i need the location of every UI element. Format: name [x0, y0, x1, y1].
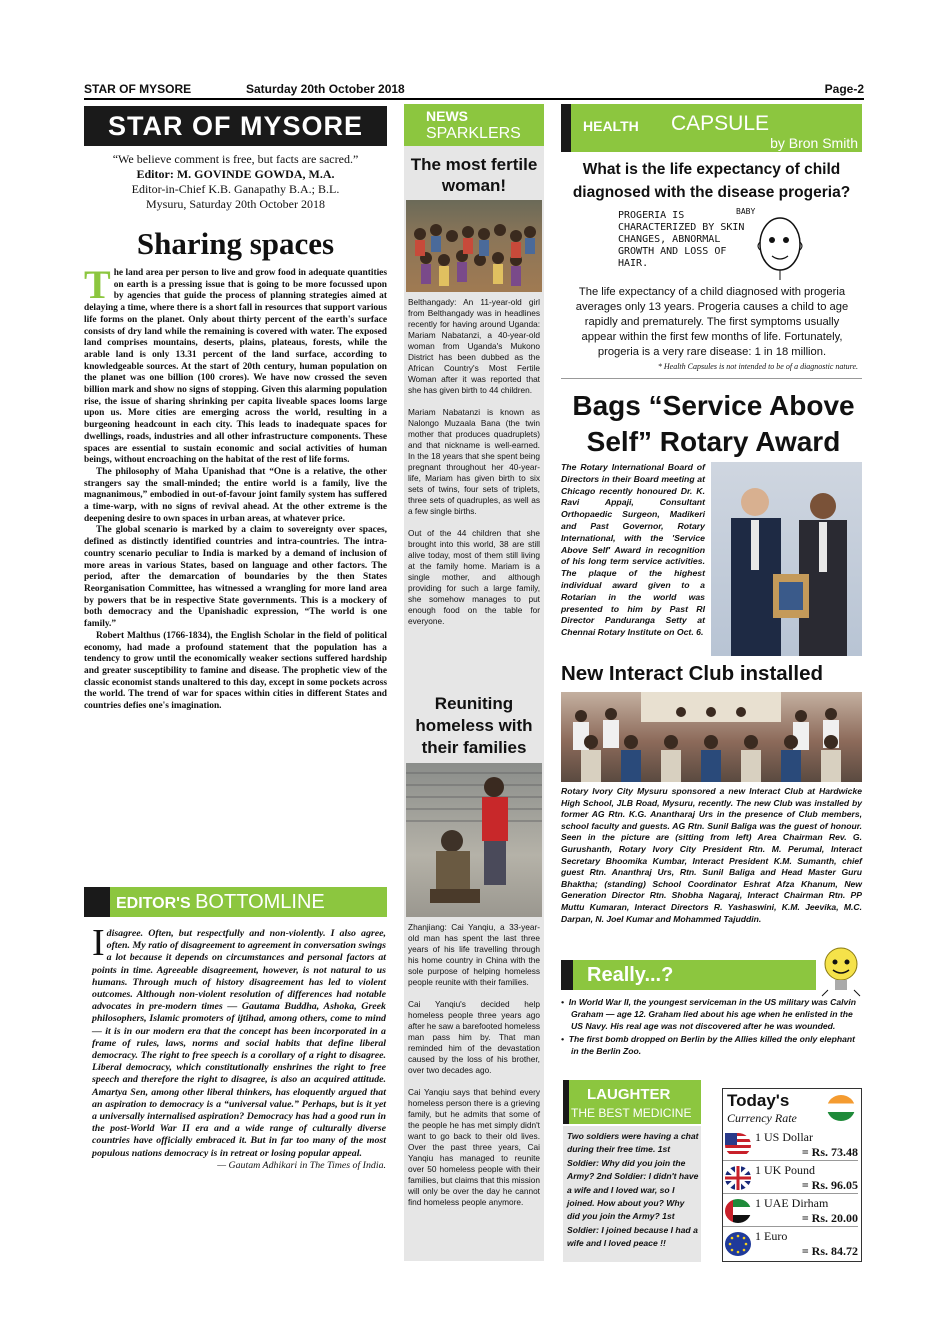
news-story2-title: Reuniting homeless with their families [415, 694, 533, 757]
currency-gbp-rate: = Rs. 96.05 [801, 1178, 858, 1192]
currency-aed-rate: = Rs. 20.00 [801, 1211, 858, 1225]
bottomline-source: — Gautam Adhikari in The Times of India. [217, 1159, 386, 1171]
rotary-award-photo [711, 462, 862, 656]
news-sparklers-label [404, 104, 544, 146]
bottomline-body [92, 922, 386, 1172]
masthead-logo: STAR OF MYSORE [84, 106, 387, 146]
page-header [84, 80, 864, 100]
health-label-1: HEALTH [583, 118, 639, 134]
currency-eur-name: 1 Euro [755, 1229, 788, 1243]
really-item-1-text: In World War II, the youngest serviceman in the US military was Calvin Graham — age 12. Graham lied about his age when he enlisted in the US Navy. His real age was not discovered after he was wounded. [568, 997, 856, 1032]
health-question: What is the life expectancy of child diagnosed with the disease progeria? [572, 161, 851, 201]
masthead-dateline: Mysuru, Saturday 20th October 2018 [146, 197, 325, 211]
editorial-dropcap: T [84, 262, 111, 307]
really-label: Really...? [561, 960, 816, 990]
editorial-para-1: he land area per person to live and grow food in adequate quantities on earth is a pressing issue that is going to be more focussed upon by agencies that guide the process of planning strategies aimed at delaying a time, where there is a short fall in resources that support various life forms on the planet. Only about thirty percent of the earth's surface consists of dry land while the remaining is covered with water. The exposed land comprises mountains, deserts, plains, plateaus, forests, while the arable land is only 13.31 percent of the land surface, according to knowledgeable sources. At the start of 20th century, human population on the planet was one billion (100 crores). We have now crossed the seven billion mark and show no signs of stopping. Given this alarming population rise, the issue of sharing shrinking per capita liveable spaces looms large upon us. More cities are emerging across the world, resulting in a burgeoning headcount in each city. This leads to inadequate spaces for dwellings, roads, industries and all other infrastructure components. These spaces are essential to sustain economic and social activities of human beings, without encroaching on the habitat of the rest of life forms. [84, 268, 387, 466]
header-date: Saturday 20th October 2018 [246, 82, 405, 96]
bottomline-label [84, 887, 387, 917]
bottomline-text: disagree. Often, but respectfully and non-violently. I also agree, often. My ratio of disagreement to agreement in conversation swings a lot because it depends on circumstances and personal factors at points in time. Agreeable disagreement, however, is not natural to us humans. Through much of history disagreement has led to violent outcomes. Although non-violent resolution of differences had notable advocates in pre-modern times — Gautama Buddha, Ashoka, Greek philosophers, Islamic promoters of ijtihad, among others, come to mind — it is in our modern era that the concept has been incorporated in a frame of rules, laws, norms and social habits that define liberal democracy. The right to free speech is a corollary of a right to disagree. Liberal democracy, which constitutionally enshrines the right to free speech and therefore the right to disagree, is also an acquired attitude. Amartya Sen, among other liberal thinkers, has eloquently argued that an aspiration to democracy is a “universal value.” Perhaps, but is it yet a universally internalised aspiration? Democracy has had a good run in the post-World War II era and a wide range of culturally diverse countries have officially embraced it. But in far too many of the most populous nations democracy is in retreat or losing popular appeal. [92, 928, 386, 1159]
currency-row-eur [723, 1228, 858, 1260]
bottomline-label-2: BOTTOMLINE [195, 891, 325, 913]
bottomline-dropcap: I [92, 922, 105, 964]
health-cartoon-tag: BABY [736, 207, 756, 216]
really-item-1: • In World War II, the youngest serviceman in the US military was Calvin Graham — age 12. Graham lied about his age when he enlisted in the US Navy. His real age was not discovered after he was wounded. [561, 997, 856, 1032]
masthead-info [84, 152, 387, 212]
health-capsule-label [561, 104, 862, 152]
editorial-para-3: The global scenario is marked by a claim to sovereignty over spaces, defined as distinctly identified countries and intra-countries. The intra-country scenario peculiar to India is marked by a demand of inclusion of more areas in various States, based on language and other factors. The period, after the demarcation of boundaries by the then States Reorganisation Committee, has witnessed a wrangling for more land area by powers that be in respective State governments. This is a mockery of both democracy and the Upanishadic expression, “The world is one family.” [84, 525, 387, 630]
interact-body: Rotary Ivory City Mysuru sponsored a new Interact Club at Hardwicke High School, JLB Road, Mysuru, recently. The new Club was installed by former AG Rtn. K.G. Anantharaj Urs in the presence of Club members, school faculty and guests. AG Rtn. Sunil Baliga was the guest of honour. Seen in the picture are (sitting from left) Area Chairman Rev. G. Gurushanth, Rotary Ivory City President Rtn. M. Perumal, Interact Secretary Bhoomika Kumbar, Interact President K.M. Sumanth, chief guest Rtn. Ananthraj Urs, Rtn. Sunil Baliga and Head Master Guru Bhaktha; (standing) School Coordinator Eshrat Afza Khanum, New Generation Director Rtn. Shobha Nagaraj, Interact Chairman Rtn. PP Muttu Kumaran, Interact Directors R. Yashaswini, K.M. Jeevika, M.C. Darpan, N. Joel Kumar and Mohammed Tajuddin. [561, 786, 862, 924]
news-story2-para-2: Cai Yanqiu's decided help homeless people three years ago after he saw a barefooted homeless man pass him by. That man reminded him of the devastation caused by the loss of his brother, over two decades ago. [408, 999, 540, 1075]
rotary-body: The Rotary International Board of Directors in their Board meeting at Chicago recently honoured Dr. K. Ravi Appaji, Consultant Orthopaedic Surgeon, Madikeri and Past Governor, Rotary International, with the 'Service Above Self' Award in recognition of his long term service activities. The plaque of the highest individual award given to a Rotarian in the world was presented to him by Past RI Director Panduranga Setty at Chennai Rotary Institute on Oct. 6. [561, 462, 705, 638]
health-answer: The life expectancy of a child diagnosed with progeria averages only 13 years. Progeria causes a child to age rapidly and prematurely. The first symptoms usually appear within the first few months of life. Fortunately, progeria is a very rare disease: 1 in 18 million. [575, 286, 849, 358]
laughter-label-1: LAUGHTER [587, 1086, 671, 1103]
laughter-body: Two soldiers were having a chat during their free time. 1st Soldier: Why did you join the Army? 2nd Soldier: I didn't have a wife and I loved war, so I joined. How about you? Why did you join the Army? 1st Soldier: I joined because I had a wife and I loved peace !! [567, 1131, 699, 1249]
currency-row-usd [723, 1129, 858, 1161]
news-story2-photo [406, 763, 542, 917]
currency-usd-rate: = Rs. 73.48 [801, 1145, 858, 1159]
award-ceremony-illustration [711, 462, 862, 656]
uae-flag-icon [725, 1199, 751, 1223]
uk-flag-icon [725, 1166, 751, 1190]
health-byline: by Bron Smith [770, 135, 858, 151]
currency-eur-rate: = Rs. 84.72 [801, 1244, 858, 1258]
editorial-body [84, 262, 387, 713]
health-label-2: CAPSULE [671, 112, 770, 135]
interact-club-group-illustration [561, 692, 862, 782]
currency-aed-name: 1 UAE Dirham [755, 1196, 829, 1210]
baby-face-icon [752, 212, 808, 282]
lightbulb-icon [818, 944, 864, 998]
laughter-label [563, 1080, 701, 1124]
news-story1-para-1: Belthangady: An 11-year-old girl from Belthangady was in headlines recently for having around Uganda: Mariam Nabatanzi, a 40-year-old woman from Uganda's Mukono District has been dubbed as the African Country's Most Fertile Woman after it was reported that she has given birth to 44 children. [408, 297, 540, 395]
interact-title: New Interact Club installed [561, 662, 823, 685]
news-label-2: SPARKLERS [426, 125, 521, 142]
currency-title: Today's [727, 1091, 790, 1110]
really-item-2-text: The first bomb dropped on Berlin by the Allies killed the only elephant in the Berlin Zoo. [568, 1033, 855, 1056]
currency-usd-name: 1 US Dollar [755, 1130, 813, 1144]
header-page-number: Page-2 [824, 82, 864, 96]
news-story1-para-3: Out of the 44 children that she brought into this world, 38 are still alive today, most of them still living at the family home. Mariam is a single mother, and although providing for such a large family, she somehow manages to put enough food on the table for everyone. [408, 528, 540, 626]
india-flag-icon [827, 1095, 855, 1121]
children-group-illustration [406, 200, 542, 292]
news-story2-para-1: Zhanjiang: Cai Yanqiu, a 33-year-old man has spent the last three years of his life travelling through his home country in China with the sole purpose of helping homeless people reunite with their families. [408, 922, 540, 987]
header-paper-name: STAR OF MYSORE [84, 82, 192, 96]
currency-gbp-name: 1 UK Pound [755, 1163, 816, 1177]
eu-flag-icon [725, 1232, 751, 1256]
really-item-2: • The first bomb dropped on Berlin by the Allies killed the only elephant in the Berlin Zoo. [561, 1033, 855, 1056]
us-flag-icon [725, 1133, 751, 1157]
news-label-1: NEWS [426, 108, 468, 124]
editorial-para-2: The philosophy of Maha Upanishad that “One is a relative, the other strangers say the small-minded; the entire world is a family, live the magnanimous,” embodied in out-of-favour joint family system has suffered a time-warp, with no signs of revival ahead. At the other extreme is the deepening desire to own spaces in urban areas, at whatever price. [84, 466, 387, 524]
rotary-title: Bags “Service Above Self” Rotary Award [572, 390, 855, 457]
editorial-para-4: Robert Malthus (1766-1834), the English Scholar in the field of political economy, had made a profound statement that the population has a tendency to grow until the economically weaker sections suffered hardship and greater susceptibility to famine and disease. The prophetic view of the classic economist stands unaltered to this day, except in some pockets across the world. The trend of war for spaces within cities in different States and countries defies one's imagination. [84, 630, 387, 712]
currency-box [722, 1088, 862, 1262]
news-story1-para-2: Mariam Nabatanzi is known as Nalongo Muzaala Bana (the twin mother that produces quadruplets) and that nickname is well-earned. In the 18 years that she spent being pregnant throughout her 40-year-life, Mariam has given birth to six sets of twins, four sets of triplets, three sets of quadruples, as well as a few single births. [408, 407, 540, 516]
news-story2-para-3: Cai Yanqiu says that behind every homeless person there is a grieving family, but he admits that some of the people he has met simply didn't want to go back to their old lives. Over the past three years, Cai Yanqiu has managed to reunite over 50 homeless people with their families, but claims that this mission will only be over the day he cannot find homeless people anymore. [408, 1087, 540, 1207]
laughter-label-2: THE BEST MEDICINE [571, 1106, 692, 1120]
currency-subtitle: Currency Rate [727, 1111, 797, 1125]
masthead-motto: “We believe comment is free, but facts are sacred.” [112, 152, 359, 166]
news-story1-body [408, 297, 540, 627]
news-story1-photo [406, 200, 542, 292]
editorial-title: Sharing spaces [136, 226, 335, 261]
currency-row-aed [723, 1195, 858, 1227]
masthead-chief: Editor-in-Chief K.B. Ganapathy B.A.; B.L. [131, 182, 340, 196]
health-cartoon-text: PROGERIA IS CHARACTERIZED BY SKIN CHANGES, ABNORMAL GROWTH AND LOSS OF HAIR. [618, 210, 745, 269]
interact-club-photo [561, 692, 862, 782]
news-story2-body [408, 922, 540, 1208]
masthead-editor: Editor: M. GOVINDE GOWDA, M.A. [136, 167, 335, 181]
currency-row-gbp [723, 1162, 858, 1194]
bottomline-label-1: EDITOR'S [116, 895, 191, 912]
health-note: * Health Capsules is not intended to be of a diagnostic nature. [657, 362, 858, 371]
news-story1-title: The most fertile woman! [410, 155, 538, 195]
homeless-reunion-illustration [406, 763, 542, 917]
health-divider [561, 378, 862, 379]
really-list [561, 996, 862, 1057]
